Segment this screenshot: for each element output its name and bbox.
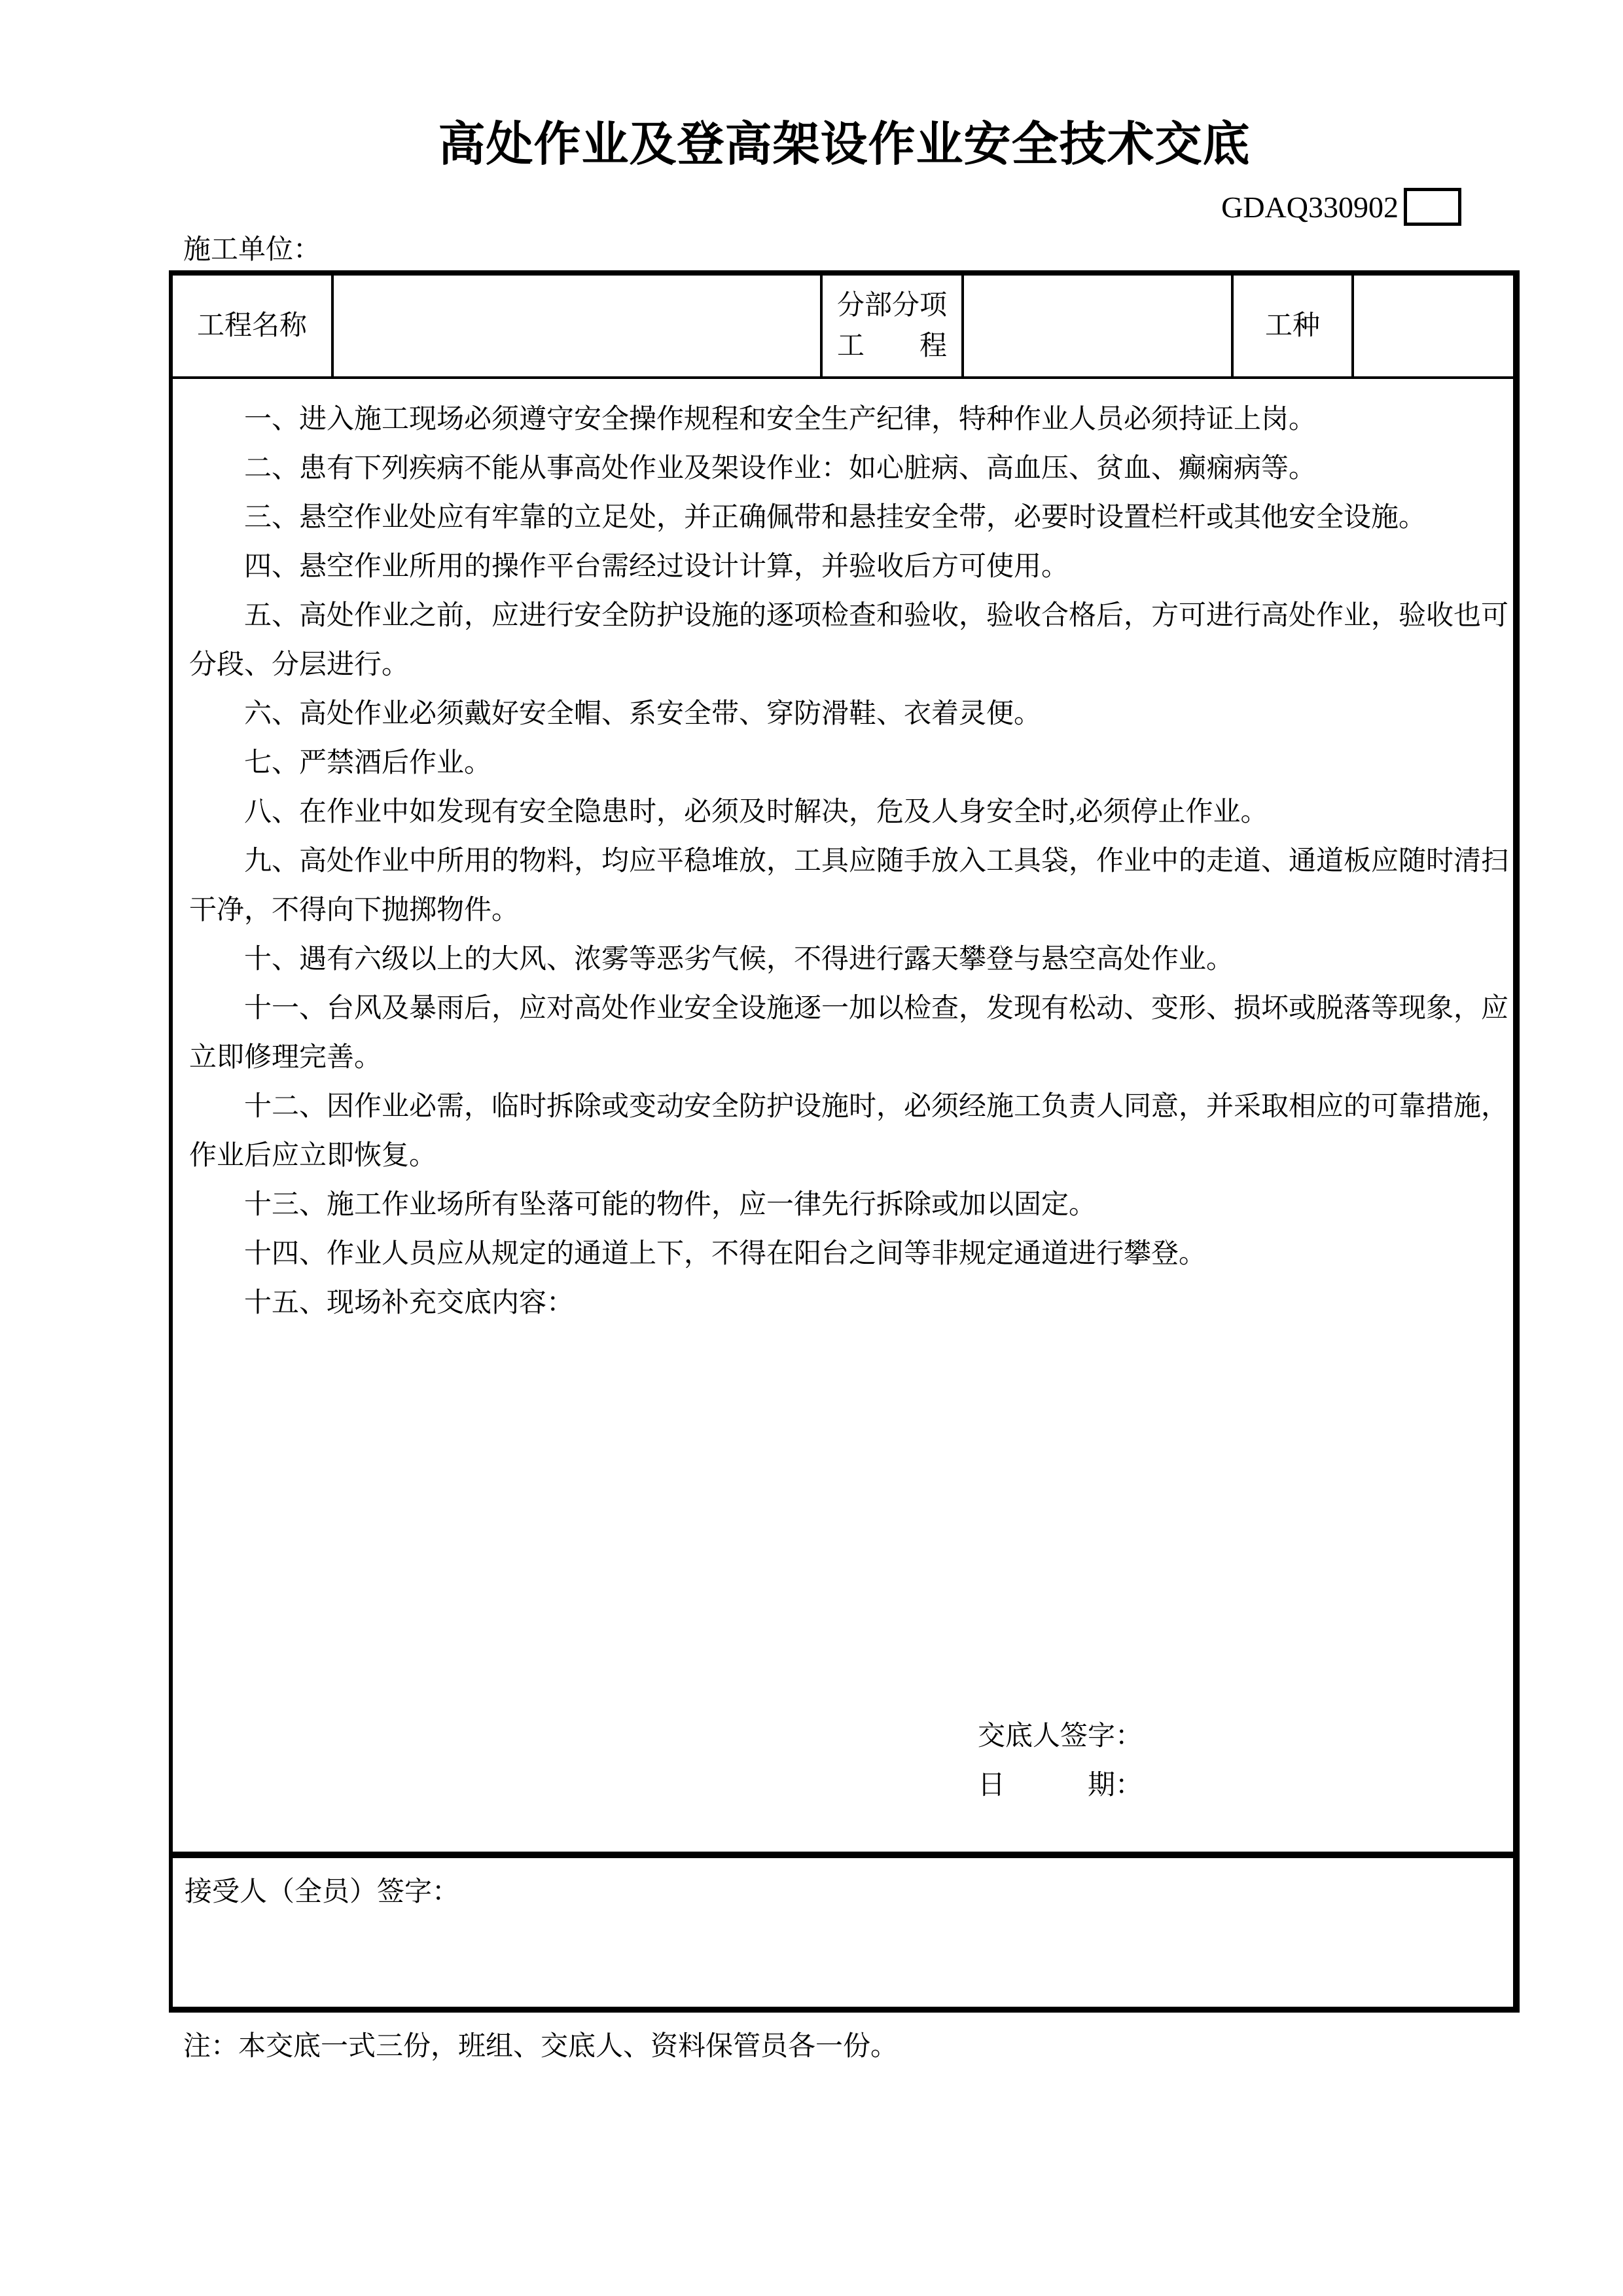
briefing-line: 十一、台风及暴雨后，应对高处作业安全设施逐一加以检查，发现有松动、变形、损坏或脱落等现象，应 [244, 994, 1509, 1024]
form-code-row [1165, 188, 1461, 226]
construction-unit-label: 施工单位： [183, 235, 321, 265]
signature-block [978, 1712, 1143, 1810]
work-type-value-cell[interactable] [1354, 276, 1513, 376]
footer-note: 注：本交底一式三份，班组、交底人、资料保管员各一份。 [183, 2032, 899, 2062]
form-code-box[interactable] [1404, 188, 1461, 226]
date-label[interactable]: 日 期： [978, 1770, 1143, 1801]
project-name-value-cell[interactable] [334, 276, 823, 376]
info-header-row [173, 276, 1513, 379]
subproject-label-line2: 工 程 [836, 331, 947, 361]
briefing-line: 立即修理完善。 [189, 1043, 382, 1073]
project-name-label: 工程名称 [196, 311, 307, 341]
briefing-line: 十二、因作业必需，临时拆除或变动安全防护设施时，必须经施工负责人同意，并采取相应的可靠措施， [244, 1092, 1509, 1122]
project-name-label-cell [173, 276, 334, 376]
briefing-line: 六、高处作业必须戴好安全帽、系安全带、穿防滑鞋、衣着灵便。 [244, 699, 1042, 729]
briefing-line: 分段、分层进行。 [189, 650, 410, 680]
briefing-line: 十四、作业人员应从规定的通道上下，不得在阳台之间等非规定通道进行攀登。 [244, 1239, 1207, 1269]
subproject-label-line1: 分部分项 [836, 291, 947, 321]
briefing-content-cell [173, 379, 1513, 1852]
recipient-signature-label: 接受人（全员）签字： [185, 1877, 460, 1907]
briefing-line: 十三、施工作业场所有坠落可能的物件，应一律先行拆除或加以固定。 [244, 1190, 1097, 1220]
briefing-table [169, 270, 1520, 2013]
briefing-line: 十、遇有六级以上的大风、浓雾等恶劣气候，不得进行露天攀登与悬空高处作业。 [244, 944, 1234, 975]
briefing-line: 七、严禁酒后作业。 [244, 748, 492, 778]
briefing-line: 五、高处作业之前，应进行安全防护设施的逐项检查和验收，验收合格后，方可进行高处作业，验收也可 [244, 601, 1509, 631]
briefing-line: 干净，不得向下抛掷物件。 [189, 895, 520, 925]
page-title: 高处作业及登高架设作业安全技术交底 [438, 118, 1251, 171]
briefing-line: 八、在作业中如发现有安全隐患时，必须及时解决，危及人身安全时,必须停止作业。 [244, 797, 1268, 827]
briefing-line: 二、患有下列疾病不能从事高处作业及架设作业：如心脏病、高血压、贫血、癫痫病等。 [244, 454, 1317, 484]
briefing-line: 三、悬空作业处应有牢靠的立足处，并正确佩带和悬挂安全带，必要时设置栏杆或其他安全设施。 [244, 503, 1427, 533]
subproject-value-cell[interactable] [964, 276, 1234, 376]
briefing-line: 十五、现场补充交底内容： [244, 1288, 575, 1318]
recipient-signature-cell[interactable] [173, 1852, 1513, 2007]
briefing-line: 作业后应立即恢复。 [189, 1141, 437, 1171]
work-type-label-cell [1234, 276, 1354, 376]
subproject-label-cell [823, 276, 964, 376]
briefer-signature-label[interactable]: 交底人签字： [978, 1721, 1143, 1751]
briefing-line: 一、进入施工现场必须遵守安全操作规程和安全生产纪律，特种作业人员必须持证上岗。 [244, 404, 1317, 435]
briefing-lines [189, 395, 1508, 1328]
briefing-line: 四、悬空作业所用的操作平台需经过设计计算，并验收后方可使用。 [244, 552, 1069, 582]
form-code: GDAQ330902 [1221, 190, 1399, 224]
briefing-line: 九、高处作业中所用的物料，均应平稳堆放，工具应随手放入工具袋，作业中的走道、通道板应随时清扫 [244, 846, 1509, 876]
work-type-label: 工种 [1264, 311, 1320, 341]
